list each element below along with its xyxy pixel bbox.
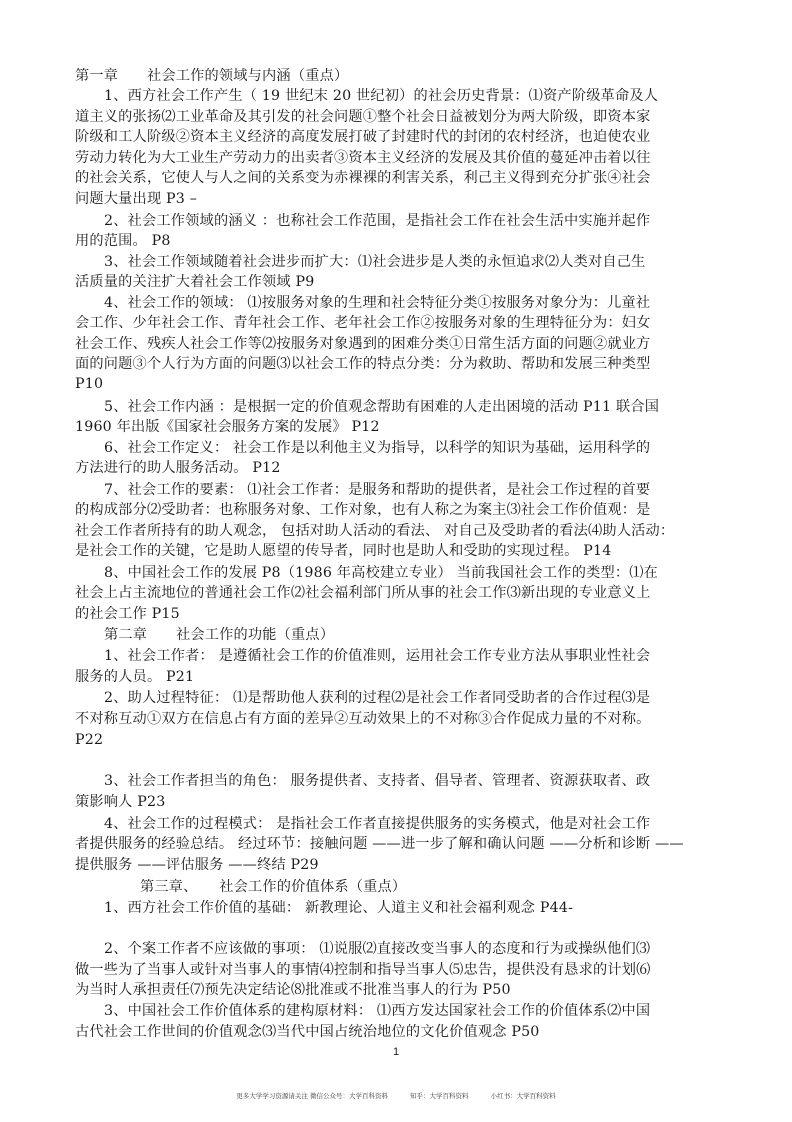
text-line: 为当时人承担责任⑺预先决定结论⑻批准或不批准当事人的行为 P50 xyxy=(75,982,511,998)
footer-zhihu: 知乎：大学百科资料 xyxy=(410,1092,469,1100)
text-line: 活质量的关注扩大着社会工作领域 P9 xyxy=(75,274,315,290)
text-line: 5、社会工作内涵 ：是根据一定的价值观念帮助有困难的人走出困境的活动 P11 联合国 xyxy=(104,399,660,415)
text-line: 1、西方社会工作产生（ 19 世纪末 20 世纪初）的社会历史背景：⑴资产阶级革命及人 xyxy=(104,88,659,104)
text-line: 的构成部分⑵受助者：也称服务对象、工作对象，也有人称之为案主⑶社会工作价值观：是 xyxy=(75,502,651,518)
text-line: 服务的人员。 P21 xyxy=(75,669,195,685)
text-line: 1、社会工作者： 是遵循社会工作的价值准则，运用社会工作专业方法从事职业性社会 xyxy=(104,648,651,664)
text-line: 阶级和工人阶级②资本主义经济的高度发展打破了封建时代的封闭的农村经济，也迫使农业 xyxy=(75,129,651,145)
text-line: 问题大量出现 P3 – xyxy=(75,191,198,207)
text-line: P10 xyxy=(75,376,104,392)
text-line: 的社会工作 P15 xyxy=(75,606,180,622)
text-line: 方法进行的助人服务活动。 P12 xyxy=(75,460,281,476)
text-line: 做一些为了当事人或针对当事人的事情⑷控制和指导当事人⑸忠告，提供没有恳求的计划⑹ xyxy=(75,962,651,978)
text-line: 古代社会工作世间的价值观念⑶当代中国占统治地位的文化价值观念 P50 xyxy=(75,1024,540,1040)
text-line: 策影响人 P23 xyxy=(75,794,166,810)
text-line: 第一章 社会工作的领域与内涵（重点） xyxy=(75,68,349,84)
text-line: 3、中国社会工作价值体系的建构原材料： ⑴西方发达国家社会工作的价值体系⑵中国 xyxy=(104,1003,651,1019)
text-line: 不对称互动①双方在信息占有方面的差异②互动效果上的不对称③合作促成力量的不对称。 xyxy=(75,711,651,727)
text-line: 1960 年出版《国家社会服务方案的发展》 P12 xyxy=(75,419,380,435)
footer-xiaohongshu: 小红书：大学百科资料 xyxy=(490,1092,556,1100)
text-line: 会工作、少年社会工作、青年社会工作、老年社会工作②按服务对象的生理特征分为：妇女 xyxy=(75,315,651,331)
text-line: 社会上占主流地位的普通社会工作⑵社会福利部门所从事的社会工作⑶新出现的专业意义上 xyxy=(75,585,651,601)
page-footer xyxy=(0,1091,792,1100)
text-line: 4、社会工作的过程模式： 是指社会工作者直接提供服务的实务模式，他是对社会工作 xyxy=(104,816,651,832)
text-line: P22 xyxy=(75,732,104,748)
text-line: 2、社会工作领域的涵义 ：也称社会工作范围，是指社会工作在社会生活中实施并起作 xyxy=(104,213,651,229)
text-line: 2、个案工作者不应该做的事项： ⑴说服⑵直接改变当事人的态度和行为或操纵他们⑶ xyxy=(104,941,651,957)
text-line: 用的范围。 P8 xyxy=(75,233,171,249)
text-line: 6、社会工作定义： 社会工作是以利他主义为指导，以科学的知识为基础，运用科学的 xyxy=(104,440,651,456)
text-line: 劳动力转化为大工业生产劳动力的出卖者③资本主义经济的发展及其价值的蔓延冲击着以往 xyxy=(75,150,651,166)
text-line: 是社会工作的关键，它是助人愿望的传导者，同时也是助人和受助的实现过程。 P14 xyxy=(75,543,612,559)
text-line: 3、社会工作领域随着社会进步而扩大：⑴社会进步是人类的永恒追求⑵人类对自己生 xyxy=(104,254,646,270)
text-line: 第二章 社会工作的功能（重点） xyxy=(104,627,335,643)
text-line: 者提供服务的经验总结。 经过环节：接触问题 ——进一步了解和确认问题 ——分析和诊断 —— xyxy=(75,836,684,852)
text-line: 的社会关系，它使人与人之间的关系变为赤裸裸的利害关系，利己主义得到充分扩张④社会 xyxy=(75,170,651,186)
text-line: 社会工作者所持有的助人观念， 包括对助人活动的看法、 对自己及受助者的看法⑷助人活动： xyxy=(75,523,675,539)
text-line: 2、助人过程特征： ⑴是帮助他人获利的过程⑵是社会工作者同受助者的合作过程⑶是 xyxy=(104,690,651,706)
text-line: 第三章、 社会工作的价值体系（重点） xyxy=(140,879,407,895)
text-line: 面的问题③个人行为方面的问题⑶以社会工作的特点分类：分为救助、帮助和发展三种类型 xyxy=(75,356,651,372)
text-line: 4、社会工作的领域： ⑴按服务对象的生理和社会特征分类①按服务对象分为：儿童社 xyxy=(104,295,651,311)
text-line: 7、社会工作的要素： ⑴社会工作者：是服务和帮助的提供者，是社会工作过程的首要 xyxy=(104,482,651,498)
text-line: 社会工作、残疾人社会工作等⑵按服务对象遇到的困难分类①日常生活方面的问题②就业方 xyxy=(75,336,651,352)
text-line: 1、西方社会工作价值的基础： 新教理论、人道主义和社会福利观念 P44- xyxy=(104,900,574,916)
text-line: 8、中国社会工作的发展 P8（1986 年高校建立专业） 当前我国社会工作的类型：⑴在 xyxy=(104,565,659,581)
text-line: 道主义的张扬⑵工业革命及其引发的社会问题①整个社会日益被划分为两大阶级，即资本家 xyxy=(75,109,651,125)
page-number: 1 xyxy=(392,1046,400,1058)
footer-promo: 更多大学学习资源请关注 微信公众号：大学百科资料 xyxy=(236,1092,388,1100)
text-line: 提供服务 ——评估服务 ——终结 P29 xyxy=(75,857,319,873)
text-line: 3、社会工作者担当的角色： 服务提供者、支持者、倡导者、管理者、资源获取者、政 xyxy=(104,773,651,789)
